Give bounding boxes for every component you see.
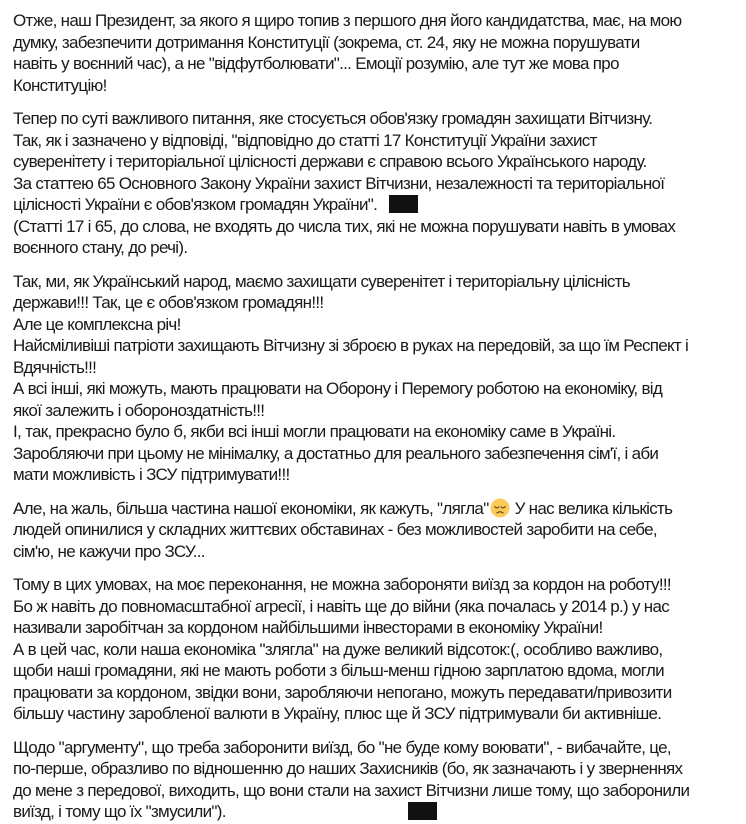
redacted-box	[389, 195, 418, 213]
post-line: по-перше, образливо по відношенню до наших Захисників (бо, як зазначають і у зверненнях	[13, 759, 683, 778]
post-line: людей опинилися у складних життєвих обставинах - без можливостей заробити на себе,	[13, 520, 657, 539]
post-line: Так, ми, як Український народ, маємо захищати суверенітет і територіальну цілісність	[13, 271, 630, 291]
post-line: Отже, наш Президент, за якого я щиро топив з першого дня його кандидатства, має, на мою	[13, 11, 682, 30]
post-line: Так, як і зазначено у відповіді, "відповідно до статті 17 Конституції України захист	[13, 130, 597, 150]
post-line: А всі інші, які можуть, мають працювати на Оборону і Перемогу роботою на економіку, від	[13, 379, 663, 398]
post-line: Тому в цих умовах, на моє переконання, не можна забороняти виїзд за кордон на роботу!!!	[13, 575, 671, 594]
post-paragraph-4	[13, 498, 734, 563]
post-line: Конституцію!	[13, 75, 107, 95]
pensive-face-emoji	[490, 498, 510, 518]
post-line: Бо ж навіть до повномасштабної агресії, і навіть ще до війни (яка почалась у 2014 р.) у нас	[13, 596, 670, 616]
post-line: За статтею 65 Основного Закону України захист Вітчизни, незалежності та територіальної	[13, 173, 665, 193]
post-line: називали заробітчан за кордоном найбільшими інвесторами в економіку України!	[13, 618, 603, 637]
post-line: держави!!! Так, це є обов'язком громадян!!!	[13, 293, 324, 312]
post-line: якої залежить і обороноздатність!!!	[13, 400, 265, 420]
post-paragraph-3	[13, 271, 734, 486]
post-line: Найсміливіші патріоти захищають Вітчизну зі зброєю в руках на передовій, за що їм Респект і	[13, 336, 689, 355]
post-line: Вдячність!!!	[13, 357, 97, 377]
post-line: цілісності України є обов'язком громадян України".	[13, 195, 378, 214]
post-line: воєнного стану, до речі).	[13, 238, 188, 257]
post-paragraph-6	[13, 737, 734, 823]
post-line: щоби наші громадяни, які не мають роботи з більш-менш гідною зарплатою вдома, могли	[13, 661, 664, 680]
redacted-box	[408, 802, 437, 820]
post-line: до мене з передової, виходить, що вони стали на захист Вітчизни лише тому, що заборонили	[13, 780, 690, 800]
post-line: (Статті 17 і 65, до слова, не входять до числа тих, які не можна порушувати навіть в умовах	[13, 216, 676, 236]
post-line: Але, на жаль, більша частина нашої економіки, як кажуть, "лягла"	[13, 498, 489, 518]
post-line: думку, забезпечити дотримання Конституції (зокрема, ст. 24, яку не можна порушувати	[13, 32, 640, 52]
post-line: виїзд, і тому що їх "змусили").	[13, 802, 226, 821]
post-line: мати можливість і ЗСУ підтримувати!!!	[13, 465, 290, 484]
post-paragraph-5	[13, 574, 734, 725]
post-line: Але це комплексна річ!	[13, 314, 181, 334]
post-line: навіть у воєнний час), а не "відфутболювати"... Емоції розумію, але тут же мова про	[13, 54, 619, 73]
post-line: Тепер по суті важливого питання, яке стосується обов'язку громадян захищати Вітчизну.	[13, 109, 653, 128]
post-line: А в цей час, коли наша економіка "злягла" на дуже великий відсоток:(, особливо важливо,	[13, 639, 663, 659]
post-line: сім'ю, не кажучи про ЗСУ...	[13, 541, 205, 561]
post-paragraph-1	[13, 10, 734, 96]
post-line: працювати за кордоном, звідки вони, заробляючи непогано, можуть передавати/привозити	[13, 682, 672, 702]
post-line: У нас велика кількість	[514, 498, 673, 518]
post-line: Заробляючи при цьому не мінімалку, а достатньо для реального забезпечення сім'ї, і аби	[13, 443, 659, 463]
post-paragraph-2	[13, 108, 734, 259]
post-line: більшу частину заробленої валюти в Україну, плюс ще й ЗСУ підтримували би активніше.	[13, 704, 662, 723]
post-line: Щодо "аргументу", що треба заборонити виїзд, бо "не буде кому воювати", - вибачайте, це,	[13, 737, 671, 757]
post-line: суверенітету і територіальної цілісності держави є справою всього Українського народу.	[13, 152, 647, 171]
post-line: І, так, прекрасно було б, якби всі інші могли працювати на економіку саме в Україні.	[13, 422, 616, 441]
